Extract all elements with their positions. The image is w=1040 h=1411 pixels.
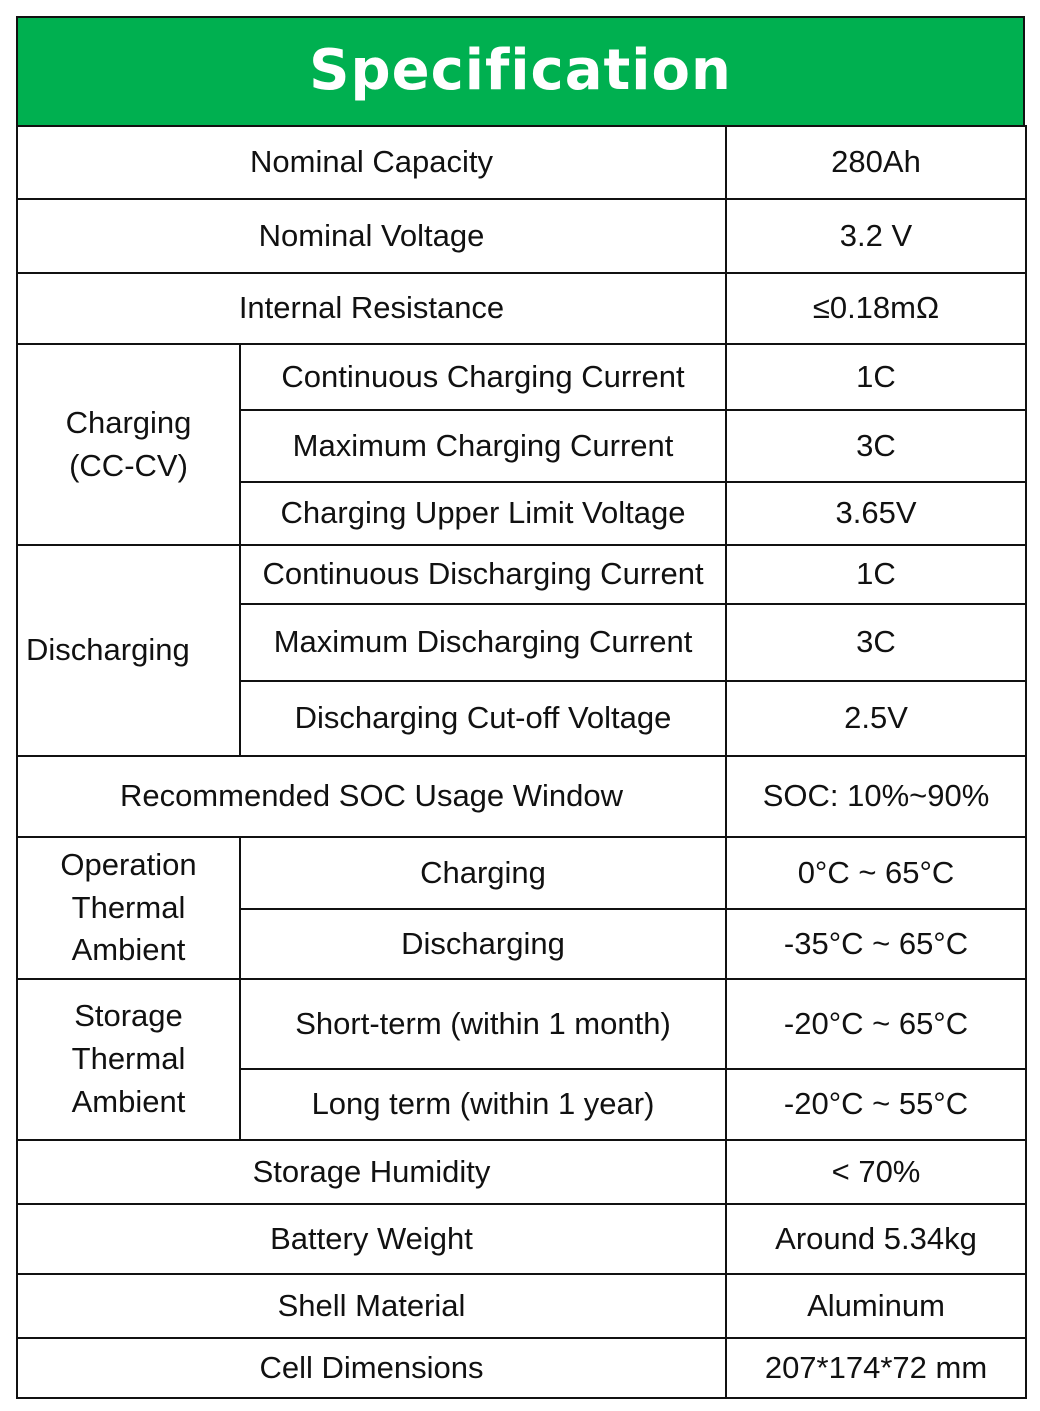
table-row [17, 1140, 1026, 1204]
spec-value: -35°C ~ 65°C [726, 909, 1026, 979]
spec-label: Maximum Discharging Current [240, 604, 726, 681]
spec-label: Long term (within 1 year) [240, 1069, 726, 1140]
spec-value: < 70% [726, 1140, 1026, 1204]
spec-value: SOC: 10%~90% [726, 756, 1026, 837]
table-row [17, 126, 1026, 199]
page-title: Specification [309, 38, 732, 103]
spec-value: -20°C ~ 65°C [726, 979, 1026, 1069]
spec-label: Battery Weight [17, 1204, 726, 1274]
table-row [17, 273, 1026, 344]
table-row [17, 1338, 1026, 1398]
table-row [17, 979, 1026, 1069]
spec-label: Short-term (within 1 month) [240, 979, 726, 1069]
spec-label: Maximum Charging Current [240, 410, 726, 482]
spec-label: Continuous Discharging Current [240, 545, 726, 604]
spec-label: Nominal Capacity [17, 126, 726, 199]
spec-label: Charging Upper Limit Voltage [240, 482, 726, 545]
spec-label: Nominal Voltage [17, 199, 726, 273]
table-row [17, 344, 1026, 410]
spec-value: 1C [726, 344, 1026, 410]
spec-label: Discharging [240, 909, 726, 979]
table-row [17, 1204, 1026, 1274]
table-row [17, 756, 1026, 837]
spec-value: 1C [726, 545, 1026, 604]
spec-value: 3C [726, 410, 1026, 482]
spec-label: Internal Resistance [17, 273, 726, 344]
table-row [17, 1274, 1026, 1338]
spec-value: 2.5V [726, 681, 1026, 756]
spec-label: Cell Dimensions [17, 1338, 726, 1398]
group-label-storage-thermal: Storage Thermal Ambient [17, 979, 240, 1140]
spec-value: Aluminum [726, 1274, 1026, 1338]
table-row [17, 199, 1026, 273]
spec-label: Storage Humidity [17, 1140, 726, 1204]
group-label-operation-thermal: Operation Thermal Ambient [17, 837, 240, 979]
spec-label: Discharging Cut-off Voltage [240, 681, 726, 756]
spec-sheet [16, 16, 1025, 1399]
table-row [17, 837, 1026, 909]
spec-value: Around 5.34kg [726, 1204, 1026, 1274]
spec-value: 207*174*72 mm [726, 1338, 1026, 1398]
spec-value: 3C [726, 604, 1026, 681]
spec-value: -20°C ~ 55°C [726, 1069, 1026, 1140]
spec-label: Shell Material [17, 1274, 726, 1338]
spec-label: Recommended SOC Usage Window [17, 756, 726, 837]
spec-label: Charging [240, 837, 726, 909]
spec-value: 3.2 V [726, 199, 1026, 273]
spec-value: 280Ah [726, 126, 1026, 199]
spec-value: 3.65V [726, 482, 1026, 545]
header-banner [16, 16, 1025, 125]
spec-value: 0°C ~ 65°C [726, 837, 1026, 909]
group-label-charging: Charging (CC-CV) [17, 344, 240, 545]
spec-value: ≤0.18mΩ [726, 273, 1026, 344]
spec-label: Continuous Charging Current [240, 344, 726, 410]
group-label-discharging: Discharging [17, 545, 240, 756]
table-row [17, 545, 1026, 604]
spec-table [16, 125, 1027, 1399]
